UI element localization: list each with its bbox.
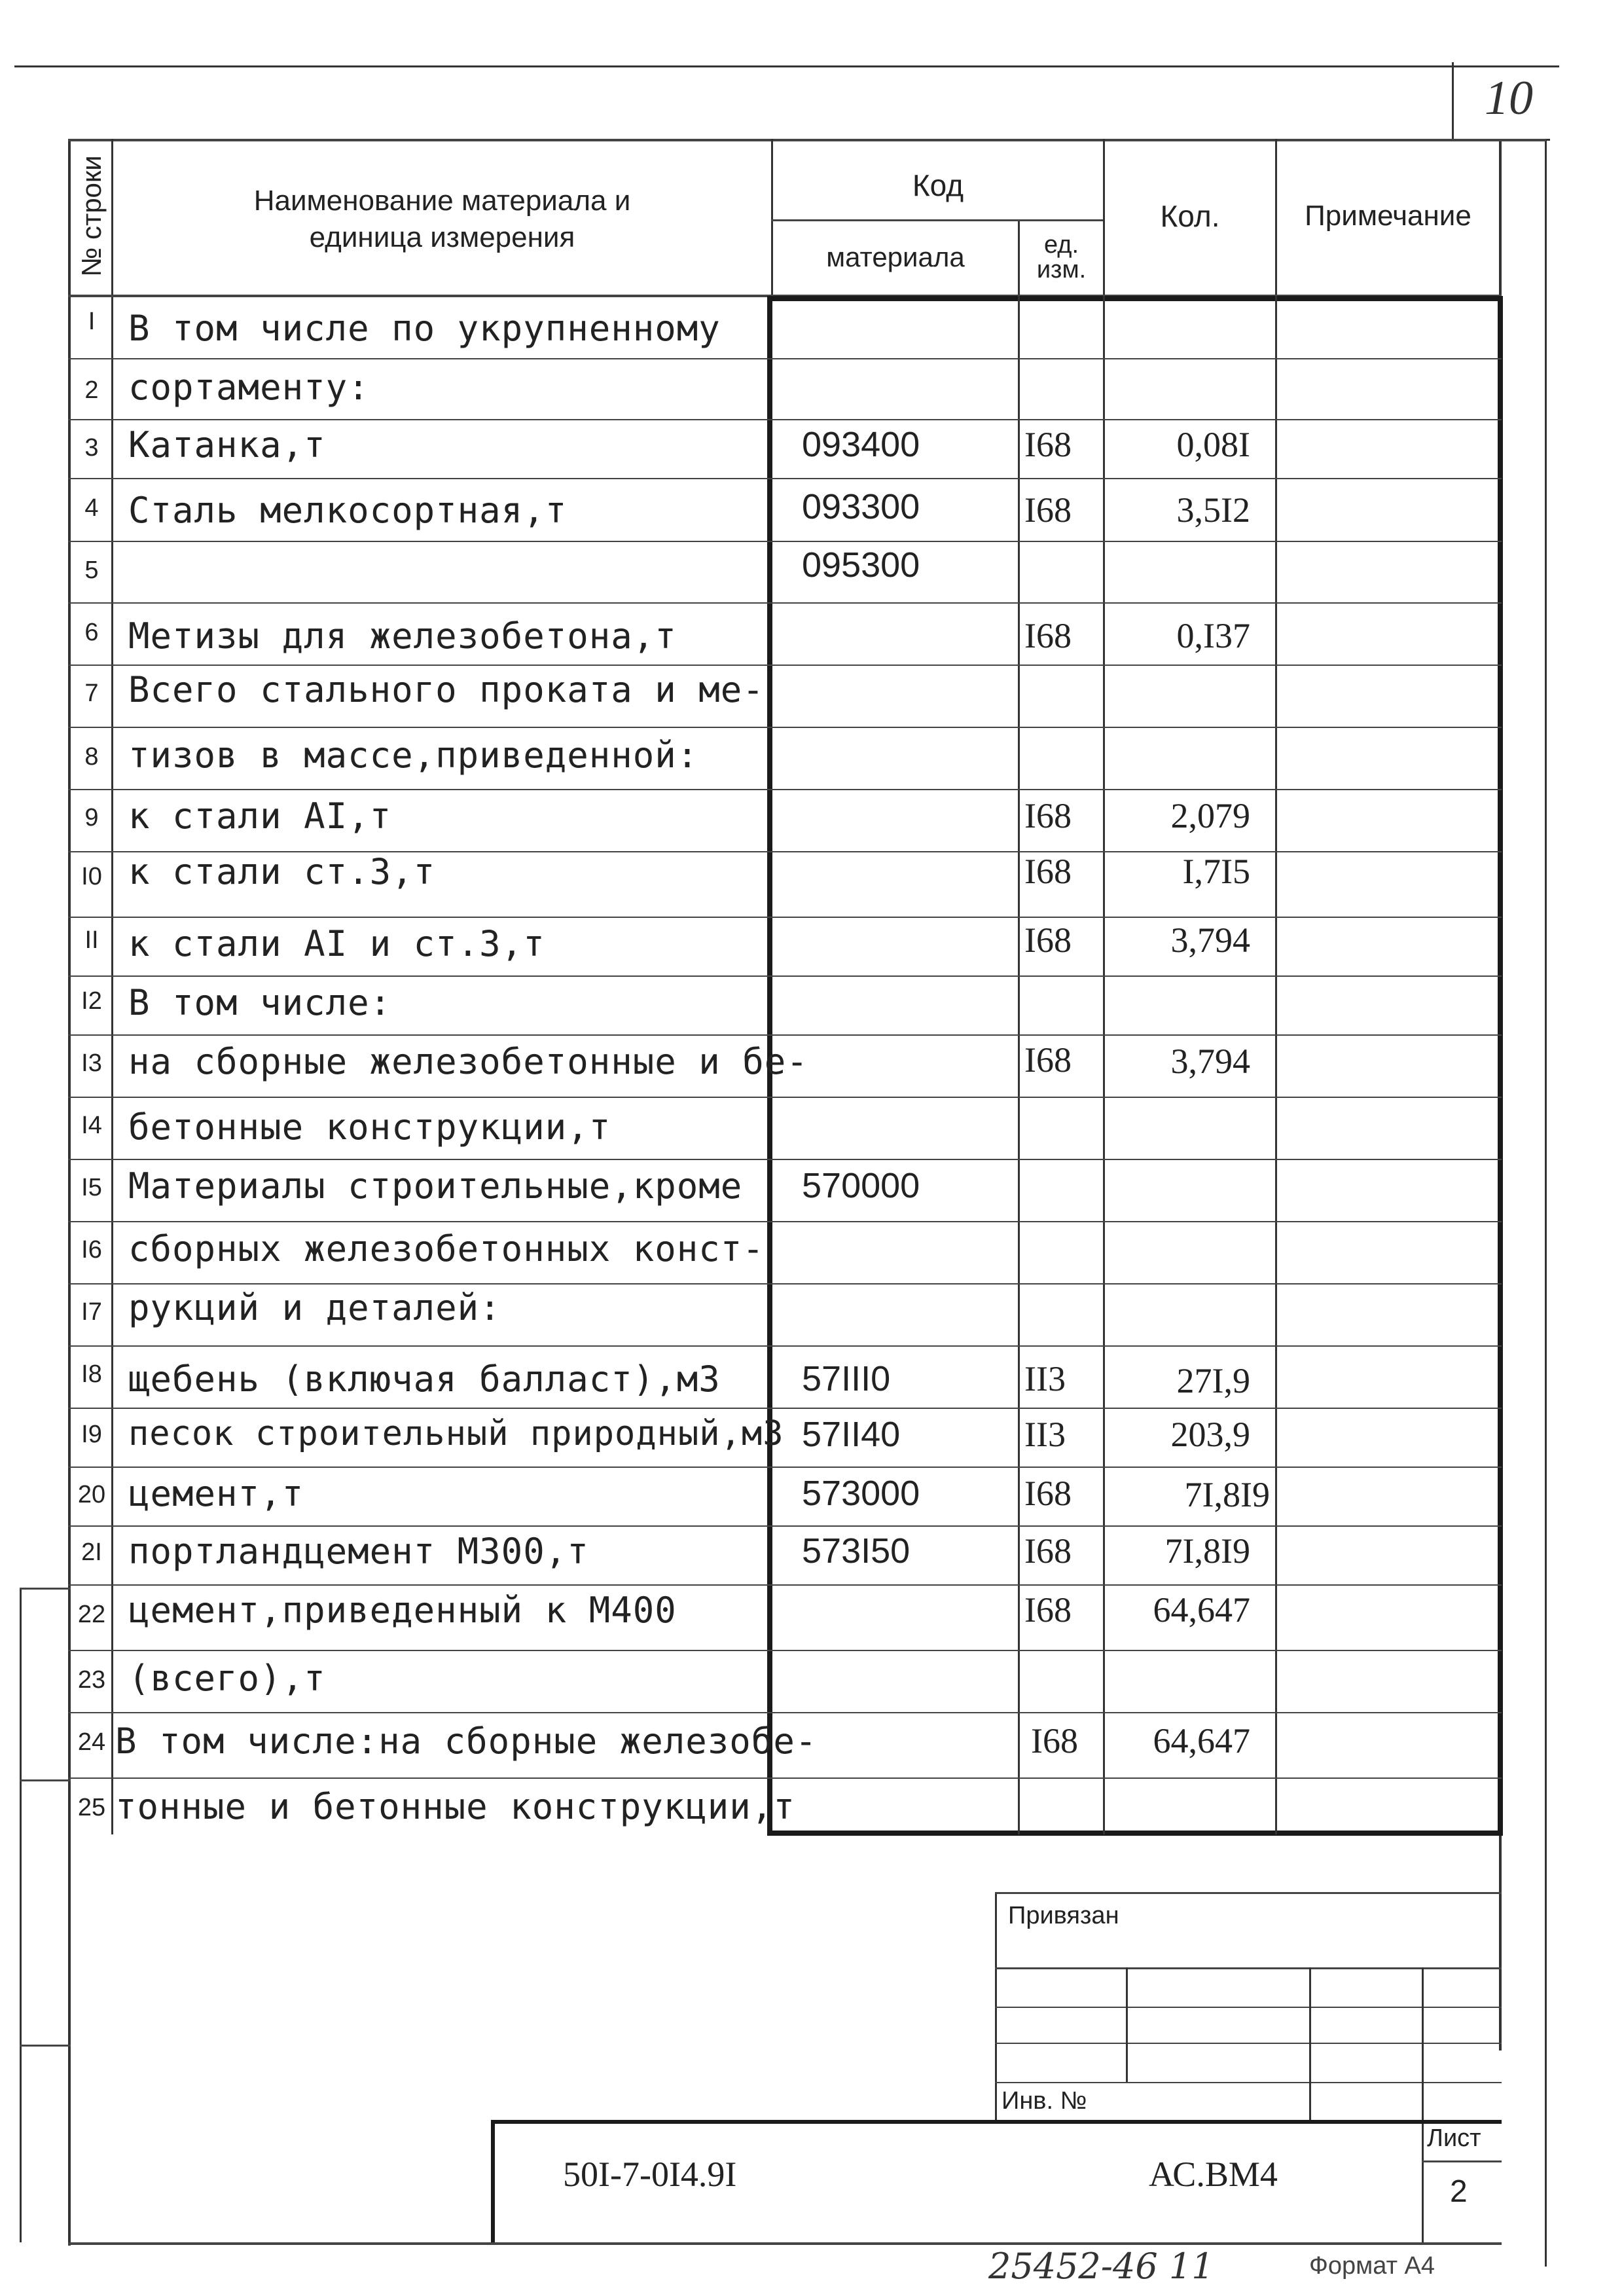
material-name: бетонные конструкции,т — [128, 1106, 611, 1148]
row-number: I9 — [81, 1421, 102, 1448]
row-line — [68, 1345, 1502, 1347]
stamp-line — [995, 1967, 1502, 1969]
row-line — [68, 917, 1502, 918]
quantity: 3,794 — [1170, 1042, 1250, 1081]
row-number: I5 — [81, 1174, 102, 1201]
stamp-line — [995, 2007, 1502, 2008]
unit-code: I68 — [1024, 490, 1072, 530]
header-name: Наименование материала и единица измерения — [253, 185, 631, 253]
header-qty: Кол. — [1160, 199, 1220, 233]
format-label: Формат А4 — [1309, 2252, 1435, 2280]
row-line — [68, 541, 1502, 542]
quantity: I,7I5 — [1182, 852, 1250, 891]
binding-margin-line — [20, 1588, 22, 2242]
handwritten-number: 25452-46 11 — [988, 2246, 1214, 2287]
row-line — [68, 1034, 1502, 1036]
right-outer-border — [1545, 139, 1547, 2267]
row-line — [68, 727, 1502, 728]
row-line — [68, 1097, 1502, 1098]
quantity: 0,I37 — [1176, 616, 1250, 655]
quantity: 2,079 — [1170, 796, 1250, 835]
row-number: 5 — [84, 556, 99, 584]
material-name: к стали ст.3,т — [128, 851, 436, 892]
material-name: тонные и бетонные конструкции,т — [115, 1786, 795, 1827]
stamp-inv-label: Инв. № — [1001, 2087, 1087, 2115]
body-thick-bottom — [767, 1831, 1503, 1836]
material-name: сортаменту: — [128, 367, 370, 408]
unit-code: I68 — [1024, 616, 1072, 655]
quantity: 64,647 — [1153, 1590, 1250, 1630]
row-number: 9 — [84, 804, 99, 831]
row-number: 6 — [84, 619, 99, 646]
stamp-col — [1422, 1967, 1424, 2242]
row-line — [68, 358, 1502, 359]
binding-margin-tick — [20, 1779, 71, 1781]
quantity: 7I,8I9 — [1164, 1531, 1250, 1571]
unit-code: I68 — [1024, 852, 1072, 891]
row-number: 22 — [77, 1601, 106, 1628]
material-name: к стали AI и ст.3,т — [128, 923, 545, 964]
unit-code: I68 — [1024, 796, 1072, 835]
material-name: песок строительный природный,м3 — [128, 1414, 784, 1453]
row-line — [68, 602, 1502, 604]
row-number: I4 — [81, 1112, 102, 1139]
unit-code: I68 — [1024, 1590, 1072, 1630]
material-name: рукций и деталей: — [128, 1287, 501, 1328]
unit-code: I68 — [1024, 425, 1072, 464]
material-name: Сталь мелкосортная,т — [128, 490, 568, 531]
top-rule — [14, 65, 1559, 67]
row-number: 2I — [81, 1539, 102, 1566]
quantity: 0,08I — [1176, 425, 1250, 464]
material-name: цемент,приведенный к М400 — [128, 1590, 677, 1631]
body-col-unit — [1018, 296, 1020, 1834]
material-name: к стали AI,т — [128, 795, 392, 837]
stamp-line — [995, 2043, 1502, 2044]
stamp-line — [995, 2082, 1502, 2083]
stamp-col — [1309, 1967, 1311, 2121]
row-number: 3 — [84, 434, 99, 462]
unit-code: I68 — [1031, 1721, 1078, 1760]
material-name: цемент,т — [128, 1473, 304, 1514]
material-name: Материалы строительные,кроме — [128, 1165, 743, 1207]
sheet-divider — [1422, 2160, 1502, 2162]
unit-code: I68 — [1024, 1531, 1072, 1571]
title-block-bottom — [68, 2242, 1502, 2245]
material-code: 093300 — [802, 487, 920, 526]
title-block-left — [491, 2120, 495, 2242]
quantity: 64,647 — [1153, 1721, 1250, 1760]
row-line — [68, 1467, 1502, 1468]
unit-code: I68 — [1024, 1474, 1072, 1513]
row-number: 24 — [77, 1728, 106, 1756]
material-name: В том числе: — [128, 982, 392, 1023]
row-number: I3 — [81, 1049, 102, 1077]
row-line — [68, 1283, 1502, 1285]
row-number: I — [88, 308, 96, 335]
material-name: на сборные железобетонные и бе- — [128, 1041, 808, 1082]
body-col-qty — [1103, 296, 1105, 1834]
row-number: 23 — [77, 1666, 106, 1694]
unit-code: I68 — [1024, 1040, 1072, 1080]
row-number: 7 — [84, 680, 99, 707]
row-number: I2 — [81, 987, 102, 1015]
material-code: 573I50 — [802, 1531, 911, 1571]
body-col-note — [1275, 296, 1277, 1834]
row-line — [68, 1650, 1502, 1651]
row-line — [68, 1525, 1502, 1527]
document-designation: 50I-7-0I4.9I — [563, 2155, 737, 2194]
header-note: Примечание — [1305, 200, 1471, 232]
title-block-top — [491, 2120, 1502, 2124]
row-line — [68, 1584, 1502, 1586]
row-line — [68, 665, 1502, 666]
material-code: 570000 — [802, 1166, 920, 1205]
material-name: Метизы для железобетона,т — [128, 615, 677, 657]
header-code: Код — [912, 168, 964, 202]
binding-margin-tick — [20, 2045, 71, 2047]
quantity: 203,9 — [1170, 1415, 1250, 1454]
row-number: I0 — [81, 863, 102, 890]
header-row-no: № строки — [76, 155, 107, 277]
header-unit: ед. изм. — [1036, 230, 1087, 283]
unit-code: II3 — [1024, 1415, 1066, 1454]
row-line — [68, 478, 1502, 479]
row-number: 25 — [77, 1794, 106, 1821]
row-line — [68, 1408, 1502, 1409]
material-code: 57III0 — [802, 1359, 891, 1398]
row-number: 4 — [84, 494, 99, 522]
binding-margin-tick — [20, 1588, 71, 1590]
row-number: 2 — [84, 376, 99, 404]
row-line — [68, 1159, 1502, 1160]
body-thick-right — [1498, 296, 1503, 1834]
sheet-number: 2 — [1450, 2174, 1468, 2209]
material-name: (всего),т — [128, 1658, 326, 1699]
quantity: 3,5I2 — [1176, 490, 1250, 530]
document-code: АС.ВМ4 — [1149, 2155, 1278, 2194]
row-number: 8 — [84, 743, 99, 771]
stamp-col — [1126, 1967, 1128, 2082]
material-name: тизов в массе,приведенной: — [128, 735, 699, 776]
page-number: 10 — [1485, 71, 1533, 125]
material-name: В том числе по укрупненному — [128, 308, 721, 349]
material-code: 093400 — [802, 425, 920, 464]
row-number: 20 — [77, 1481, 106, 1508]
material-name: сборных железобетонных конст- — [128, 1228, 765, 1269]
material-code: 573000 — [802, 1474, 920, 1513]
row-line — [68, 1712, 1502, 1713]
sheet-label: Лист — [1427, 2124, 1481, 2152]
row-number: I8 — [81, 1360, 102, 1388]
material-name: В том числе:на сборные железобе- — [115, 1721, 818, 1762]
material-code: 57II40 — [802, 1415, 901, 1454]
body-thick-top — [767, 296, 1503, 301]
material-name: щебень (включая балласт),м3 — [128, 1358, 721, 1400]
quantity: 7I,8I9 — [1184, 1475, 1270, 1514]
header-material: материала — [826, 241, 965, 272]
unit-code: I68 — [1024, 920, 1072, 960]
unit-code: II3 — [1024, 1359, 1066, 1398]
row-line — [68, 419, 1502, 420]
row-line — [68, 975, 1502, 977]
row-line — [68, 789, 1502, 790]
row-number: I6 — [81, 1236, 102, 1264]
col-line-rownum — [111, 139, 113, 1834]
row-line — [68, 1777, 1502, 1779]
material-name: портландцемент М300,т — [128, 1531, 589, 1572]
form-top-border — [68, 139, 1546, 141]
material-name: Всего стального проката и ме- — [128, 669, 765, 710]
row-number: II — [84, 926, 99, 954]
quantity: 3,794 — [1170, 920, 1250, 960]
material-code: 095300 — [802, 545, 920, 585]
stamp-linked-label: Привязан — [1008, 1902, 1119, 1929]
row-line — [68, 1221, 1502, 1222]
row-number: I7 — [81, 1298, 102, 1326]
left-border — [68, 139, 71, 2246]
stamp-linked-top — [995, 1892, 1502, 1894]
quantity: 27I,9 — [1176, 1361, 1250, 1400]
material-name: Катанка,т — [128, 424, 326, 465]
